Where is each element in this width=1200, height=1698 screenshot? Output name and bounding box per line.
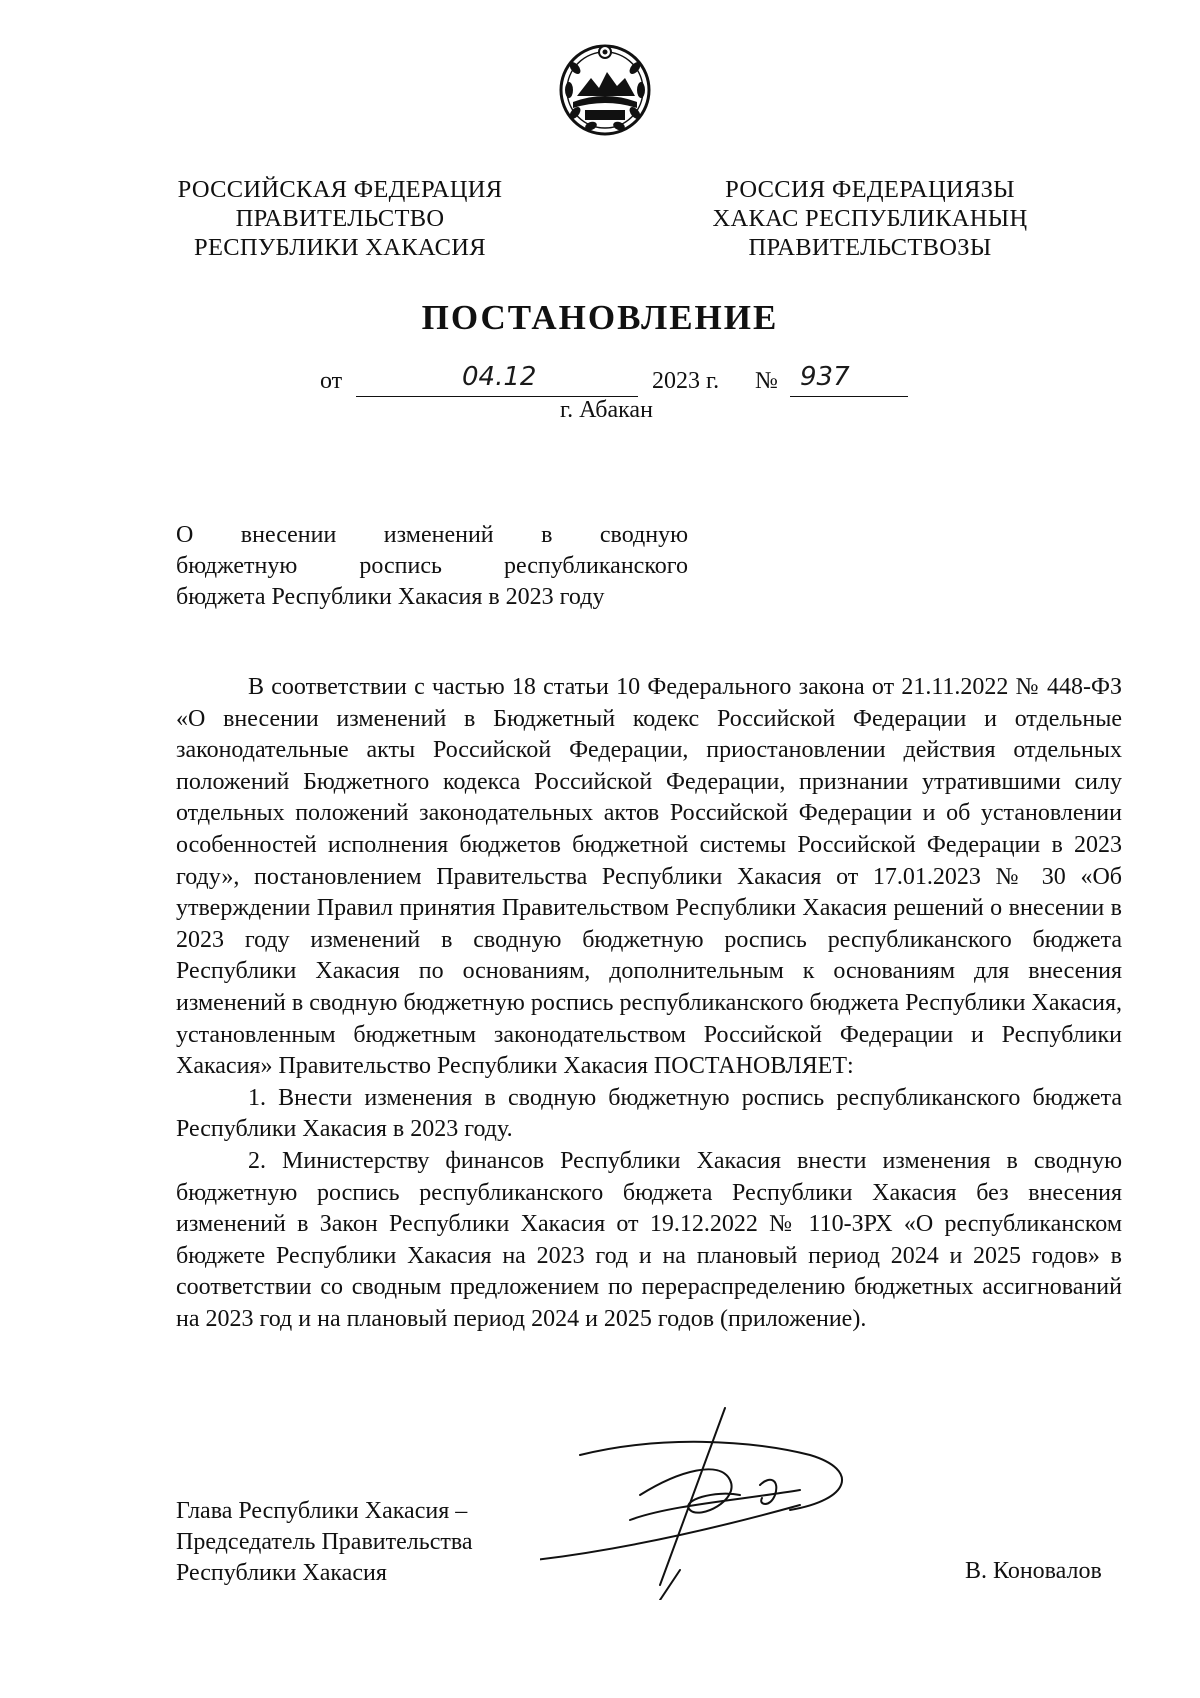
signatory-title-line-2: Председатель Правительства <box>176 1529 473 1555</box>
signatory-name: В. Коновалов <box>965 1558 1102 1584</box>
signatory-title-line-1: Глава Республики Хакасия – <box>176 1498 468 1524</box>
body-paragraph-3: 2. Министерству финансов Республики Хакасия внести изменения в сводную бюджетную роспись республиканского бюджета Республики Хакасия без внесения изменений в Закон Республики Хакасия от 19.12.2022 № 110-ЗРХ «О республиканском бюджете Республики Хакасия на 2023 год и на плановый период 2024 и 2025 годов» в соответствии со сводным предложением по перераспределению бюджетных ассигнований на 2023 год и на плановый период 2024 и 2025 годов (приложение). <box>176 1147 1122 1332</box>
subject-line-1: О внесении изменений в сводную <box>176 522 688 548</box>
header-right-line-2: ХАКАС РЕСПУБЛИКАНЫҢ <box>712 205 1028 232</box>
subject-block <box>176 520 688 613</box>
body-paragraph-2: 1. Внести изменения в сводную бюджетную роспись республиканского бюджета Республики Хакасия в 2023 году. <box>176 1084 1122 1143</box>
header-left <box>170 175 510 262</box>
header-right-line-3: ПРАВИТЕЛЬСТВОЗЫ <box>748 234 992 261</box>
from-label: от <box>320 368 343 394</box>
subject-line-2: бюджетную роспись республиканского <box>176 553 688 579</box>
number-handwritten: 937 <box>800 362 850 392</box>
handwritten-signature <box>540 1400 900 1600</box>
year-label: 2023 г. <box>652 368 720 394</box>
document-title: ПОСТАНОВЛЕНИЕ <box>421 298 779 337</box>
coat-of-arms-emblem <box>555 38 655 138</box>
signatory-title <box>176 1496 473 1589</box>
date-handwritten: 04.12 <box>462 362 537 392</box>
body-text <box>176 672 1122 1335</box>
header-left-line-3: РЕСПУБЛИКИ ХАКАСИЯ <box>194 234 486 261</box>
header-left-line-2: ПРАВИТЕЛЬСТВО <box>235 205 445 232</box>
header-right-line-1: РОССИЯ ФЕДЕРАЦИЯЗЫ <box>725 176 1015 203</box>
city-label: г. Абакан <box>560 397 653 423</box>
subject-line-3: бюджета Республики Хакасия в 2023 году <box>176 584 605 610</box>
body-paragraph-1: В соответствии с частью 18 статьи 10 Федерального закона от 21.11.2022 № 448-ФЗ «О внесении изменений в Бюджетный кодекс Российской Федерации и отдельные законодательные акты Российской Федерации, приостановлении действия отдельных положений Бюджетного кодекса Российской Федерации, признании утратившими силу отдельных положений законодательных актов Российской Федерации и об установлении особенностей исполнения бюджетов бюджетной системы Российской Федерации в 2023 году», постановлением Правительства Республики Хакасия от 17.01.2023 № 30 «Об утверждении Правил принятия Правительством Республики Хакасия решений о внесении в 2023 году изменений в сводную бюджетную роспись республиканского бюджета Республики Хакасия по основаниям, дополнительным к основаниям для внесения изменений в сводную бюджетную роспись республиканского бюджета Республики Хакасия, установленным бюджетным законодательством Российской Федерации и Республики Хакасия» Правительство Республики Хакасия ПОСТАНОВЛЯЕТ: <box>176 674 1122 1080</box>
header-left-line-1: РОССИЙСКАЯ ФЕДЕРАЦИЯ <box>177 176 503 203</box>
date-number-line <box>0 362 1200 398</box>
signatory-title-line-3: Республики Хакасия <box>176 1560 387 1586</box>
number-label: № <box>755 368 778 394</box>
header-right <box>700 175 1040 262</box>
